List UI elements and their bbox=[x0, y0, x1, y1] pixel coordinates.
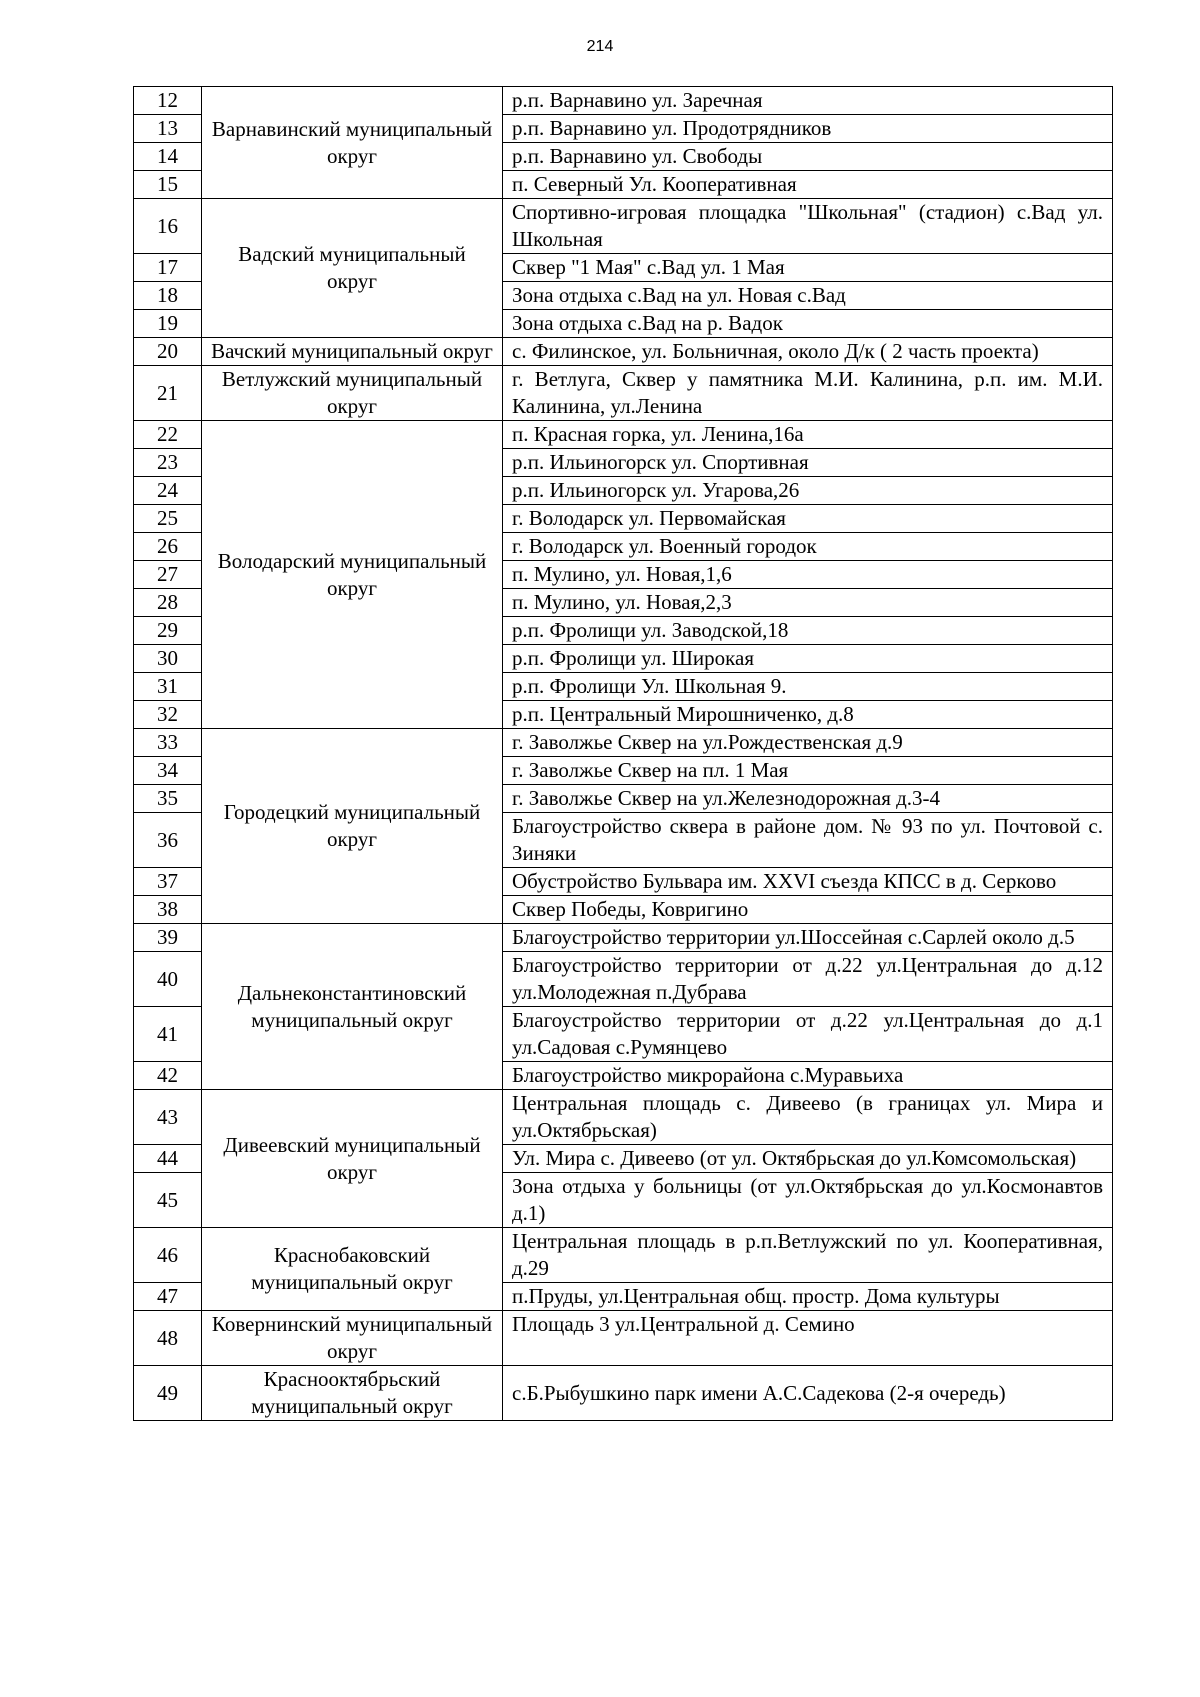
district-cell: Городецкий муниципальный округ bbox=[202, 729, 503, 924]
place-cell: р.п. Ильиногорск ул. Угарова,26 bbox=[503, 477, 1113, 505]
place-cell: Спортивно-игровая площадка "Школьная" (стадион) с.Вад ул. Школьная bbox=[503, 199, 1113, 254]
place-cell: Благоустройство микрорайона с.Муравьиха bbox=[503, 1062, 1113, 1090]
row-number: 22 bbox=[134, 421, 202, 449]
page-number: 214 bbox=[586, 38, 614, 55]
place-cell: п. Красная горка, ул. Ленина,16а bbox=[503, 421, 1113, 449]
district-cell: Володарский муниципальный округ bbox=[202, 421, 503, 729]
row-number: 30 bbox=[134, 645, 202, 673]
table-row bbox=[134, 199, 1113, 254]
place-cell: п. Мулино, ул. Новая,2,3 bbox=[503, 589, 1113, 617]
row-number: 26 bbox=[134, 533, 202, 561]
place-cell: г. Володарск ул. Военный городок bbox=[503, 533, 1113, 561]
row-number: 42 bbox=[134, 1062, 202, 1090]
place-cell: г. Заволжье Сквер на ул.Железнодорожная д.3-4 bbox=[503, 785, 1113, 813]
place-cell: п. Северный Ул. Кооперативная bbox=[503, 171, 1113, 199]
place-cell: Благоустройство территории от д.22 ул.Центральная до д.1 ул.Садовая с.Румянцево bbox=[503, 1007, 1113, 1062]
place-cell: р.п. Фролищи Ул. Школьная 9. bbox=[503, 673, 1113, 701]
place-cell: Благоустройство сквера в районе дом. № 93 по ул. Почтовой с. Зиняки bbox=[503, 813, 1113, 868]
table-row bbox=[134, 729, 1113, 757]
district-cell: Ковернинский муниципальный округ bbox=[202, 1311, 503, 1366]
row-number: 29 bbox=[134, 617, 202, 645]
place-cell: г. Заволжье Сквер на ул.Рождественская д.9 bbox=[503, 729, 1113, 757]
row-number: 12 bbox=[134, 87, 202, 115]
district-cell: Вачский муниципальный округ bbox=[202, 338, 503, 366]
district-cell: Вадский муниципальный округ bbox=[202, 199, 503, 338]
row-number: 25 bbox=[134, 505, 202, 533]
district-cell: Краснобаковский муниципальный округ bbox=[202, 1228, 503, 1311]
place-cell: р.п. Варнавино ул. Свободы bbox=[503, 143, 1113, 171]
place-cell: Центральная площадь в р.п.Ветлужский по ул. Кооперативная, д.29 bbox=[503, 1228, 1113, 1283]
table-row bbox=[134, 338, 1113, 366]
place-cell: Площадь 3 ул.Центральной д. Семино bbox=[503, 1311, 1113, 1366]
row-number: 16 bbox=[134, 199, 202, 254]
place-cell: Зона отдыха у больницы (от ул.Октябрьская до ул.Космонавтов д.1) bbox=[503, 1173, 1113, 1228]
table-row bbox=[134, 1366, 1113, 1421]
district-cell: Дальнеконстантиновский муниципальный округ bbox=[202, 924, 503, 1090]
row-number: 15 bbox=[134, 171, 202, 199]
row-number: 24 bbox=[134, 477, 202, 505]
row-number: 36 bbox=[134, 813, 202, 868]
row-number: 45 bbox=[134, 1173, 202, 1228]
table-row bbox=[134, 1228, 1113, 1283]
place-cell: Сквер "1 Мая" с.Вад ул. 1 Мая bbox=[503, 254, 1113, 282]
place-cell: Ул. Мира с. Дивеево (от ул. Октябрьская до ул.Комсомольская) bbox=[503, 1145, 1113, 1173]
place-cell: Зона отдыха с.Вад на р. Вадок bbox=[503, 310, 1113, 338]
row-number: 48 bbox=[134, 1311, 202, 1366]
table-row bbox=[134, 87, 1113, 115]
row-number: 32 bbox=[134, 701, 202, 729]
row-number: 17 bbox=[134, 254, 202, 282]
row-number: 43 bbox=[134, 1090, 202, 1145]
row-number: 31 bbox=[134, 673, 202, 701]
place-cell: Зона отдыха с.Вад на ул. Новая с.Вад bbox=[503, 282, 1113, 310]
district-cell: Краснооктябрьский муниципальный округ bbox=[202, 1366, 503, 1421]
row-number: 19 bbox=[134, 310, 202, 338]
row-number: 47 bbox=[134, 1283, 202, 1311]
place-cell: Обустройство Бульвара им. XXVI съезда КПСС в д. Серково bbox=[503, 868, 1113, 896]
row-number: 40 bbox=[134, 952, 202, 1007]
places-table bbox=[133, 86, 1113, 1421]
place-cell: г. Ветлуга, Сквер у памятника М.И. Калинина, р.п. им. М.И. Калинина, ул.Ленина bbox=[503, 366, 1113, 421]
row-number: 37 bbox=[134, 868, 202, 896]
place-cell: Центральная площадь с. Дивеево (в границах ул. Мира и ул.Октябрьская) bbox=[503, 1090, 1113, 1145]
row-number: 44 bbox=[134, 1145, 202, 1173]
row-number: 27 bbox=[134, 561, 202, 589]
table-row bbox=[134, 924, 1113, 952]
district-cell: Варнавинский муниципальный округ bbox=[202, 87, 503, 199]
place-cell: с.Б.Рыбушкино парк имени А.С.Садекова (2-я очередь) bbox=[503, 1366, 1113, 1421]
place-cell: р.п. Фролищи ул. Заводской,18 bbox=[503, 617, 1113, 645]
place-cell: г. Володарск ул. Первомайская bbox=[503, 505, 1113, 533]
row-number: 34 bbox=[134, 757, 202, 785]
row-number: 14 bbox=[134, 143, 202, 171]
place-cell: г. Заволжье Сквер на пл. 1 Мая bbox=[503, 757, 1113, 785]
places-table-body bbox=[134, 87, 1113, 1421]
row-number: 21 bbox=[134, 366, 202, 421]
row-number: 23 bbox=[134, 449, 202, 477]
row-number: 18 bbox=[134, 282, 202, 310]
row-number: 38 bbox=[134, 896, 202, 924]
row-number: 28 bbox=[134, 589, 202, 617]
row-number: 20 bbox=[134, 338, 202, 366]
place-cell: п. Мулино, ул. Новая,1,6 bbox=[503, 561, 1113, 589]
district-cell: Дивеевский муниципальный округ bbox=[202, 1090, 503, 1228]
row-number: 33 bbox=[134, 729, 202, 757]
row-number: 46 bbox=[134, 1228, 202, 1283]
district-cell: Ветлужский муниципальный округ bbox=[202, 366, 503, 421]
table-row bbox=[134, 421, 1113, 449]
place-cell: р.п. Варнавино ул. Заречная bbox=[503, 87, 1113, 115]
place-cell: п.Пруды, ул.Центральная общ. простр. Дома культуры bbox=[503, 1283, 1113, 1311]
table-row bbox=[134, 1090, 1113, 1145]
place-cell: с. Филинское, ул. Больничная, около Д/к ( 2 часть проекта) bbox=[503, 338, 1113, 366]
place-cell: Благоустройство территории ул.Шоссейная с.Сарлей около д.5 bbox=[503, 924, 1113, 952]
row-number: 49 bbox=[134, 1366, 202, 1421]
place-cell: р.п. Ильиногорск ул. Спортивная bbox=[503, 449, 1113, 477]
place-cell: Благоустройство территории от д.22 ул.Центральная до д.12 ул.Молодежная п.Дубрава bbox=[503, 952, 1113, 1007]
row-number: 35 bbox=[134, 785, 202, 813]
place-cell: Сквер Победы, Ковригино bbox=[503, 896, 1113, 924]
row-number: 13 bbox=[134, 115, 202, 143]
place-cell: р.п. Фролищи ул. Широкая bbox=[503, 645, 1113, 673]
place-cell: р.п. Центральный Мирошниченко, д.8 bbox=[503, 701, 1113, 729]
table-row bbox=[134, 366, 1113, 421]
place-cell: р.п. Варнавино ул. Продотрядников bbox=[503, 115, 1113, 143]
table-row bbox=[134, 1311, 1113, 1366]
row-number: 41 bbox=[134, 1007, 202, 1062]
row-number: 39 bbox=[134, 924, 202, 952]
